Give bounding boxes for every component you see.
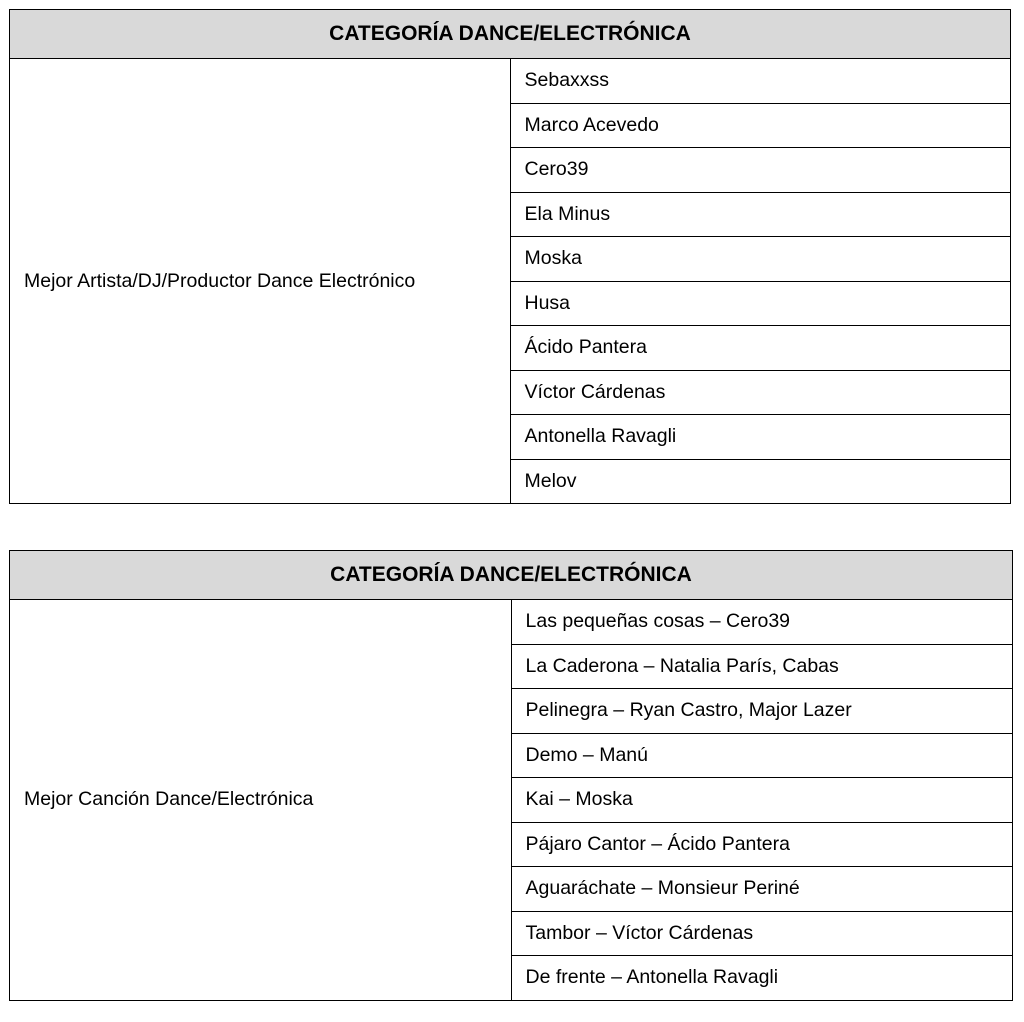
nominee-cell: Sebaxxss (510, 59, 1011, 104)
nominee-cell: Antonella Ravagli (510, 415, 1011, 460)
nominee-cell: La Caderona – Natalia París, Cabas (511, 644, 1013, 689)
nominee-cell: Husa (510, 281, 1011, 326)
nominee-cell: Ácido Pantera (510, 326, 1011, 371)
nominee-cell: De frente – Antonella Ravagli (511, 956, 1013, 1001)
category-name: Mejor Artista/DJ/Productor Dance Electrónico (10, 59, 511, 504)
nominee-cell: Kai – Moska (511, 778, 1013, 823)
nominee-cell: Pájaro Cantor – Ácido Pantera (511, 822, 1013, 867)
nominee-cell: Moska (510, 237, 1011, 282)
category-name: Mejor Canción Dance/Electrónica (10, 600, 512, 1001)
nominee-cell: Las pequeñas cosas – Cero39 (511, 600, 1013, 645)
nominee-cell: Aguaráchate – Monsieur Periné (511, 867, 1013, 912)
category-table-song (9, 550, 1013, 1001)
nominee-cell: Víctor Cárdenas (510, 370, 1011, 415)
nominee-cell: Tambor – Víctor Cárdenas (511, 911, 1013, 956)
nominee-cell: Ela Minus (510, 192, 1011, 237)
nominee-cell: Cero39 (510, 148, 1011, 193)
category-header: CATEGORÍA DANCE/ELECTRÓNICA (10, 551, 1013, 600)
nominee-cell: Melov (510, 459, 1011, 504)
nominee-cell: Demo – Manú (511, 733, 1013, 778)
nominee-cell: Pelinegra – Ryan Castro, Major Lazer (511, 689, 1013, 734)
category-header: CATEGORÍA DANCE/ELECTRÓNICA (10, 10, 1011, 59)
nominee-cell: Marco Acevedo (510, 103, 1011, 148)
category-table-artist (9, 9, 1011, 504)
